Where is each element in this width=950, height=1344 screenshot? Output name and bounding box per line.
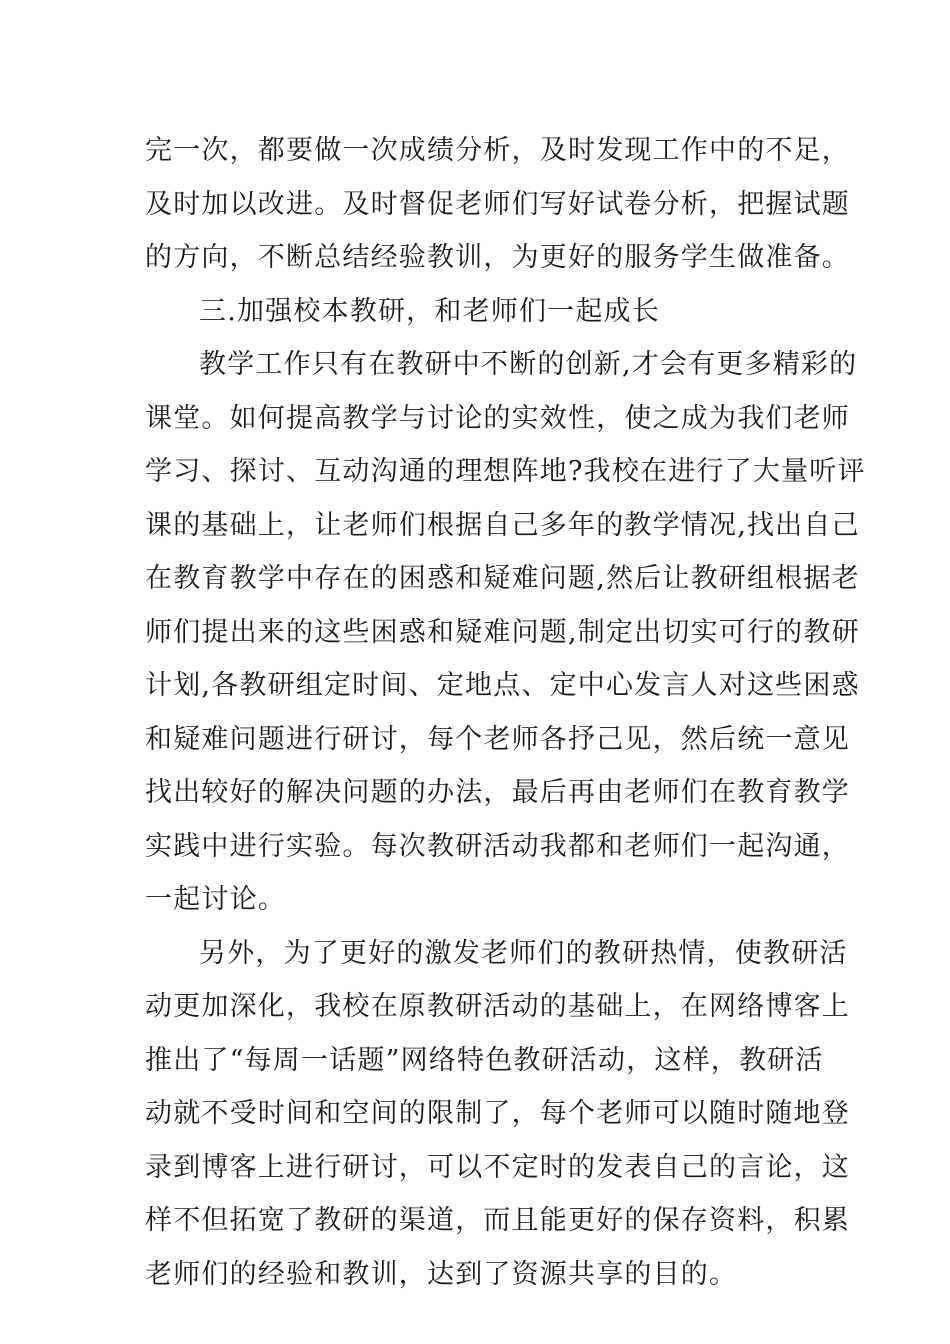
- text-line: 动更加深化，我校在原教研活动的基础上，在网络博客上: [145, 991, 850, 1022]
- text-line: 老师们的经验和教训，达到了资源共享的目的。: [145, 1258, 738, 1290]
- text-line: 动就不受时间和空间的限制了，每个老师可以随时随地登: [145, 1098, 850, 1129]
- text-line: 样不但拓宽了教研的渠道，而且能更好的保存资料，积累: [145, 1205, 850, 1236]
- text-line: 录到博客上进行研讨，可以不定时的发表自己的言论，这: [145, 1151, 850, 1183]
- text-line: 和疑难问题进行研讨，每个老师各抒己见，然后统一意见: [145, 723, 850, 755]
- text-line: 的方向，不断总结经验教训，为更好的服务学生做准备。: [145, 242, 850, 273]
- text-line: 另外，为了更好的激发老师们的教研热情，使教研活: [199, 937, 848, 969]
- text-line: 师们提出来的这些困惑和疑难问题,制定出切实可行的教研: [145, 616, 860, 648]
- text-line: 实践中进行实验。每次教研活动我都和老师们一起沟通，: [145, 830, 850, 862]
- text-line: 完一次，都要做一次成绩分析，及时发现工作中的不足，: [145, 135, 850, 166]
- text-line: 教学工作只有在教研中不断的创新,才会有更多精彩的: [199, 349, 858, 380]
- text-line: 计划,各教研组定时间、定地点、定中心发言人对这些困惑: [145, 670, 860, 701]
- text-line: 找出较好的解决问题的办法，最后再由老师们在教育教学: [145, 777, 850, 808]
- text-line: 在教育教学中存在的困惑和疑难问题,然后让教研组根据老: [145, 563, 860, 594]
- text-line: 课的基础上，让老师们根据自己多年的教学情况,找出自己: [145, 509, 860, 541]
- text-line: 及时加以改进。及时督促老师们写好试卷分析，把握试题: [145, 188, 850, 220]
- section-heading: 三.加强校本教研，和老师们一起成长: [199, 295, 660, 327]
- text-line: 一起讨论。: [145, 884, 286, 915]
- text-line: 学习、探讨、互动沟通的理想阵地?我校在进行了大量听评: [145, 456, 866, 487]
- text-line: 课堂。如何提高教学与讨论的实效性，使之成为我们老师: [145, 402, 850, 434]
- document-body: [145, 124, 866, 1301]
- text-line: 推出了“每周一话题”网络特色教研活动，这样，教研活: [145, 1044, 824, 1076]
